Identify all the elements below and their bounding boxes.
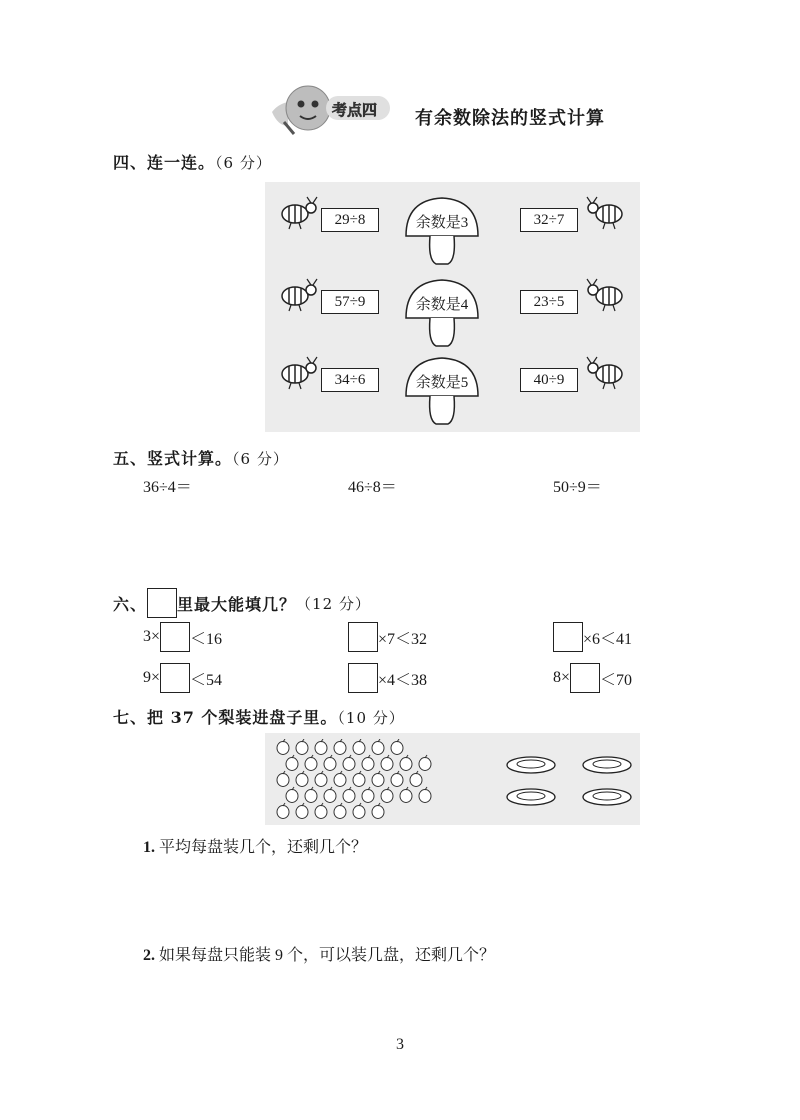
section-7-title: 七、把 37 个梨装进盘子里。 [113, 708, 338, 727]
pear-icon [419, 787, 431, 803]
pears-group [273, 739, 453, 823]
answer-box[interactable] [348, 622, 378, 652]
right-expression[interactable]: 32÷7 [520, 208, 578, 232]
inequality-right: ＜70 [600, 671, 633, 689]
question-2 [143, 942, 495, 965]
pear-icon [315, 803, 327, 819]
pear-icon [296, 739, 308, 755]
topic-badge [270, 82, 400, 140]
section-5-score: （6 分） [232, 450, 289, 468]
inequality [553, 663, 632, 693]
pear-icon [305, 787, 317, 803]
pear-icon [362, 787, 374, 803]
bee-icon [277, 196, 321, 230]
inequality-left: 8× [553, 669, 571, 686]
pear-icon [315, 771, 327, 787]
answer-box[interactable] [553, 622, 583, 652]
section-4-title: 四、连一连。 [113, 153, 216, 172]
bee-icon [277, 278, 321, 312]
pear-icon [277, 739, 289, 755]
bee-icon [583, 278, 627, 312]
answer-box[interactable] [160, 622, 190, 652]
pear-icon [286, 755, 298, 771]
left-expression[interactable]: 34÷6 [321, 368, 379, 392]
right-expression[interactable]: 40÷9 [520, 368, 578, 392]
pear-icon [400, 787, 412, 803]
pear-icon [277, 803, 289, 819]
pear-icon [391, 739, 403, 755]
pear-icon [334, 803, 346, 819]
mushroom-label: 余数是4 [415, 297, 469, 313]
blank-box [147, 588, 177, 618]
bee-icon [277, 356, 321, 390]
section-6-title: 里最大能填几？ [177, 594, 297, 614]
plates-group [505, 751, 635, 813]
section-6-prefix: 六、 [113, 594, 148, 614]
inequality [348, 663, 427, 693]
calc-problem: 36÷4＝ [143, 479, 192, 496]
topic-badge-label: 考点四 [332, 101, 378, 119]
calc-problem: 46÷8＝ [348, 479, 397, 496]
left-expression[interactable]: 29÷8 [321, 208, 379, 232]
question-number: 2. [143, 947, 155, 964]
inequality [143, 622, 222, 652]
section-4-score: （6 分） [215, 154, 272, 172]
section-7-score: （10 分） [337, 709, 405, 727]
plate-icon [507, 789, 555, 805]
pear-icon [324, 787, 336, 803]
pear-icon [334, 739, 346, 755]
inequality-left: 9× [143, 669, 161, 686]
mushroom-card[interactable] [402, 276, 482, 348]
section-4-heading [113, 150, 272, 173]
pear-icon [343, 787, 355, 803]
left-expression[interactable]: 57÷9 [321, 290, 379, 314]
section-5-title: 五、竖式计算。 [113, 449, 233, 468]
inequality [143, 663, 222, 693]
answer-box[interactable] [348, 663, 378, 693]
bee-icon [583, 196, 627, 230]
inequality-left: 3× [143, 628, 161, 645]
inequality-right: ＜54 [190, 671, 223, 689]
pear-icon [353, 771, 365, 787]
answer-box[interactable] [160, 663, 190, 693]
pear-icon [353, 739, 365, 755]
matching-panel [265, 182, 640, 432]
pear-icon [286, 787, 298, 803]
pear-icon [277, 771, 289, 787]
pear-icon [381, 787, 393, 803]
plate-icon [583, 757, 631, 773]
pear-icon [372, 771, 384, 787]
pear-icon [353, 803, 365, 819]
inequality-right: ×7＜32 [378, 630, 428, 648]
pear-icon [324, 755, 336, 771]
right-expression[interactable]: 23÷5 [520, 290, 578, 314]
calc-problem: 50÷9＝ [553, 479, 602, 496]
page-title: 有余数除法的竖式计算 [415, 108, 605, 129]
page-number: 3 [396, 1036, 404, 1053]
inequality [348, 622, 427, 652]
pear-icon [419, 755, 431, 771]
pear-icon [410, 771, 422, 787]
bee-icon [583, 356, 627, 390]
section-7-heading [113, 705, 405, 728]
mushroom-label: 余数是5 [415, 375, 469, 391]
section-5-heading [113, 446, 289, 469]
pears-and-plates-illustration [265, 733, 640, 825]
pear-icon [362, 755, 374, 771]
plate-icon [583, 789, 631, 805]
question-1 [143, 834, 367, 857]
pear-icon [381, 755, 393, 771]
inequality [553, 622, 632, 652]
pear-icon [372, 803, 384, 819]
pear-icon [305, 755, 317, 771]
section-6-score: （12 分） [296, 594, 371, 613]
pear-icon [400, 755, 412, 771]
pear-icon [296, 803, 308, 819]
mushroom-label: 余数是3 [415, 215, 469, 231]
question-number: 1. [143, 839, 155, 856]
inequality-right: ＜16 [190, 630, 223, 648]
pear-icon [296, 771, 308, 787]
pear-icon [334, 771, 346, 787]
question-text: 如果每盘只能装 9 个，可以装几盘，还剩几个？ [159, 947, 496, 964]
mushroom-card[interactable] [402, 354, 482, 426]
inequality-right: ×6＜41 [583, 630, 633, 648]
inequality-right: ×4＜38 [378, 671, 428, 689]
pear-icon [315, 739, 327, 755]
question-text: 平均每盘装几个，还剩几个？ [159, 839, 368, 856]
answer-box[interactable] [570, 663, 600, 693]
pear-icon [372, 739, 384, 755]
mushroom-card[interactable] [402, 194, 482, 266]
pear-icon [391, 771, 403, 787]
plate-icon [507, 757, 555, 773]
pear-icon [343, 755, 355, 771]
section-6-heading [113, 588, 371, 618]
